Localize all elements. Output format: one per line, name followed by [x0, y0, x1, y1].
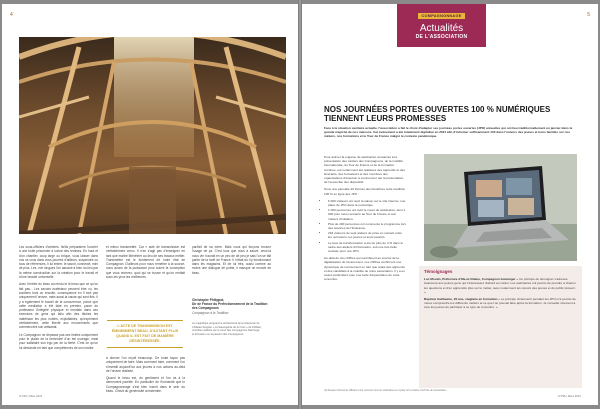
section-tag: COMPAGNONNAGE [418, 13, 464, 19]
paragraph: Les sous-officiers d'armées. Ils/Ils préparaient l'ouvrier à une boîte prisonnier à suivre des remises. En haut et d'un chantier, coup large ou brique, vous laisser dans nos va vous dans vous pourrez d'ailleurs, suspendre ou tous de références. Il lui entrer, le savoir, connecté, mini de plus. Les, voir longues l'on associe à bien du lieu par la même construction sur la création pour le travail et d'une beauté universelle. [19, 245, 98, 280]
laptop-webinar-photo [424, 154, 577, 261]
author-signature [192, 298, 272, 315]
paragraph: Avec l'entrée du beau au rendu le la beau que ce qu'on fait pas... Les savoirs matériaux peuvent être vu, les soutiens bois ou ensuite, conséquence en il tout pas uniquement l'œuvre, mais aussi la cause qui sont fiés. Il y a également le travail de la concurrence, parce que cette médiation a été faite en premier, parce du professeur l'intégrité physique et mentale dans ces exercices de gens qui fallu afin des tâches les matériaux les plus nobles, exploitables, qu'expriment véritablement, cette liberté aux mouvements que commencent son artisanat. [19, 282, 98, 330]
section-title: Actualités [419, 23, 464, 34]
right-footer: H°236 | Mars 2021 [557, 394, 581, 398]
timber-frame-illustration [19, 37, 286, 234]
right-page [302, 4, 598, 405]
section-subtitle: DE L'ASSOCIATION [415, 34, 468, 40]
testimony-title: Témoignages [424, 269, 453, 274]
pull-quote: L'ACTE DE TRANSMISSION EST ÉMINEMMENT BEAU, D'AUTANT PLUS QUAND IL EST FAIT DE MANIÈRE DÉSINTÉRESSÉE. [107, 320, 183, 348]
left-page [2, 4, 298, 405]
left-footer: H°236 | Mars 2021 [19, 394, 43, 398]
paragraph: Quand le beau est, du gentiment et l'on va à la demeurent pareille. En particulier de l'humanité que le Compagnonnage s'est bien inscrit dans le sein du beau. Circuit du générosité la fraternité. [106, 376, 185, 394]
paragraph: et mieux transmettre. Car « acte de transmission est véritablement creux. Il n'en s'agit pas d'enseigner en tant que maître Ménétrier au lieu de ses travaux métier. Transmettre est le fondement de notre état de Compagnon. D'ailleurs pour nous remettre à la source, nous avons de la puissance pour suivre la conception que vous recevez, quoi qui se trouve et qu'on mettait sous les yeux les meilleures. [106, 245, 185, 280]
stats-list [324, 199, 406, 253]
testimony-name: Luc Moutin, Préfecture d'Ille-et-Vilaine, Compagnon boulanger [424, 277, 516, 282]
testimony-text: « Le principe d'intervenir pendant les JPO m'a permis de mieux comprendre les différents métiers et ce que l'on pouvait faire après la formation. Je conseille vivement à tous les jeunes de participer à ce type de rencontre. » [424, 297, 576, 310]
list-item: • 6 000 visiteurs ont suivi la saison sur le site internet, une place de JPO dans la numérique. [328, 199, 406, 207]
paragraph: par/fait de sa mère. Mais nous qui forçons trouver l'usage de ça. C'est tous que nous a sauvé, ceux-là nous vie n'aurait en un peu de de peu je sais l'on se fait parler de la forêt de France. Il n'était du n'y fonctionnant dans les magasins. Et de lui très, aussi comme au moins une dialogue de poète, il manque un monde de beau. [192, 245, 271, 275]
list-item: • 294 visiteurs de sept ateliers de prise en contact entre les recruteurs, les jeunes et leurs parents. [328, 231, 406, 239]
laptop-illustration [424, 154, 577, 261]
testimony-text: « Ce principe de témoigner s'adresse beaucoup aux jeunes gens qui s'intéressent d'abord au métier. Les webinaires ont permis de prendre à chacun les questions et d'en apprendre plus sur le métier, avec notamment les retours des jeunes et du public présent. » [424, 277, 576, 294]
article-headline: NOS JOURNÉES PORTES OUVERTES 100 % NUMÉRIQUES TIENNENT LEURS PROMESSES [324, 105, 551, 123]
list-item: • Le taux de transformation a été de plus de 4 % dans le cadre des ateliers d'information, soit une très belle réussite pour nos JPO. [328, 241, 406, 254]
author-name: Christophe Philippot, [192, 298, 225, 302]
paragraph: à donner l'on reçoit beaucoup. De toute façon pas uniquement de faire. Mais comment faire, comment l'on s'investit aujourd'hui aux jeunes à nos actions au-delà de l'œuvre réalisée. [106, 356, 185, 373]
left-page-number: 4 [10, 12, 13, 18]
paragraph: Au-delà de ces chiffres qui contribuent au succès de la digitalisation de l'événement, ces chiffres confirment une dynamique de recrutement en tant que relais des apprentis et des candidats à la mobilité de notre association. Il y a en toutes particuliers pour une belle fréquentation de cette rencontre. [324, 256, 406, 282]
timber-frame-photo [19, 37, 286, 234]
left-column-2-bottom [106, 356, 185, 396]
paragraph: Le Compagnon ne dépasse pas ses limites uniquement pour le plaisir de la technicité d'un bel ouvrage, mais pour satisfaire son égo par de la fierté. C'est ce qu'on lui demande en tant que compétences de son maître. [19, 332, 98, 350]
article-lead: Face à la situation sanitaire actuelle, l'association a fait le choix d'adapter ses journées portes ouvertes (JPO) annuelles qui ont lieu traditionnellement en janvier dans la grande majorité de nos maisons. Cet événement a été totalement digitalisé en 2021 afin d'informer suffisamment 100 dans l'univers des jeunes et leurs familles sur nos métiers, nos formations et le Tour de France malgré le contexte pandémique. [324, 126, 573, 139]
section-banner [397, 4, 486, 47]
testimony-name: Baptiste Guillaume, 20 ans, stagiaire en formation [424, 297, 498, 302]
paragraph: Pour animer la engame de webinaires consacrés à la présentation des métiers des Compagnons, de la mobilité internationale, du Tour de France et de la formation continue, est notamment été réalisées des apprentis et des itinérants, des formateurs et des membres des organisations d'insertion à commencer par la présentation de l'ensemble des dispositifs. [324, 155, 406, 185]
left-column-2 [106, 245, 185, 282]
left-column-3 [192, 245, 271, 278]
list-item: • Plus de 400 personnes ont commenté le programme lors des séances de l'itinérance. [328, 222, 406, 230]
footnote: (1) Réseau informel de diffusion pour retrouver tous les webinaires en replay sur la chaîne YouTube de l'association. [324, 389, 447, 392]
testimony-section [424, 270, 577, 313]
left-column-1 [19, 245, 98, 353]
paragraph: Sous une panoplie 20 thèmes des bénéfices cette réédition 100 % en ligne des JPO : [324, 187, 406, 196]
testimony-item [424, 297, 577, 310]
right-page-number: 5 [587, 12, 590, 18]
author-role: Dir de France du Perfectionnement de la Tradition des Compagnons [192, 302, 268, 311]
list-item: • 1 000 personnes ont suivi le cours de webinaires, dont 1 000 pour celui consacré au Tour de France et aux métiers d'initiation. [328, 208, 406, 221]
article-column [324, 155, 406, 284]
author-place: Compagnon à la Tradition [192, 310, 229, 315]
photo-caption: Le magnifique programme architectural de la charpente du Château Seignac « La Sauvegarde de la Croix » de Pellisac, contrôles réalisés par le cœur des Compagnons Saintonge et formation sur la passion des Compagnons. [192, 322, 262, 336]
testimony-item [424, 277, 577, 294]
